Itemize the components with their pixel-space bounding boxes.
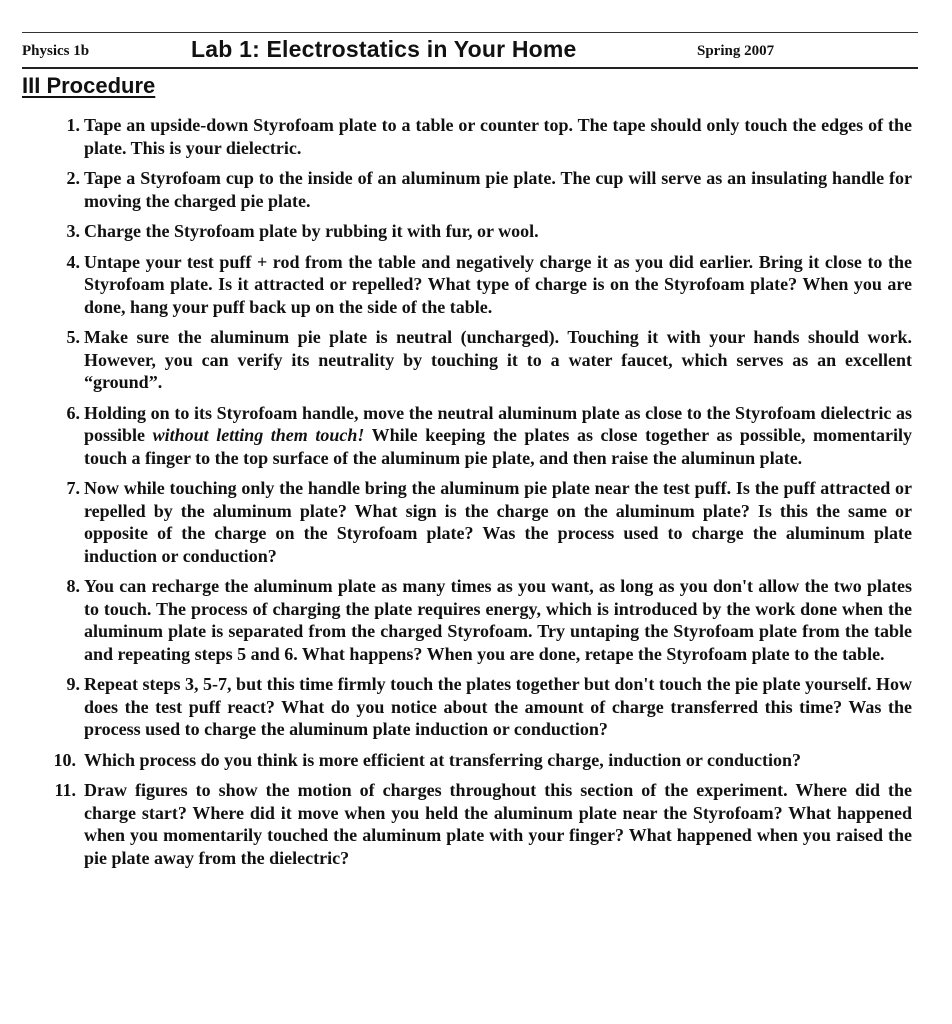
procedure-list: [0, 114, 912, 877]
step-number: 6.: [66, 402, 80, 423]
procedure-step-10: [53, 749, 912, 772]
step-text: Now while touching only the handle bring the aluminum pie plate near the test puff. Is the puff attracted or repelled by the aluminum plate? What sign is the charge on the aluminum plate? Is this the same or opposite of the charge on the Styrofoam plate? Was the process used to charge the aluminum plate induction or conduction?: [84, 478, 912, 566]
step-number: 7.: [66, 478, 80, 498]
procedure-step-7: [66, 477, 912, 567]
term-label: Spring 2007: [697, 43, 775, 59]
procedure-step-9: [66, 673, 912, 741]
page-header: [22, 32, 918, 69]
step-text: Tape a Styrofoam cup to the inside of an aluminum pie plate. The cup will serve as an insulating handle for moving the charged pie plate.: [84, 168, 912, 211]
step-text: Charge the Styrofoam plate by rubbing it with fur, or wool.: [84, 221, 539, 241]
step-number: 1.: [66, 115, 80, 135]
procedure-step-5: [66, 326, 912, 394]
procedure-step-4: [66, 251, 912, 319]
step-text: Make sure the aluminum pie plate is neutral (uncharged). Touching it with your hands should work. However, you can verify its neutrality by touching it to a water faucet, which serves as an excellent “ground”.: [84, 327, 912, 392]
step-number: 2.: [66, 168, 80, 188]
section-heading: III Procedure: [22, 73, 156, 98]
step-text-after: While keeping the plates as close together as possible, momentarily touch a finger to the top surface of the aluminum pie plate, and then raise the aluminun plate.: [84, 425, 912, 468]
step-text: Repeat steps 3, 5-7, but this time firmly touch the plates together but don't touch the pie plate yourself. How does the test puff react? What do you notice about the amount of charge transferred this time? Was the process used to charge the aluminum plate induction or conduction?: [84, 674, 912, 739]
step-text: Tape an upside-down Styrofoam plate to a table or counter top. The tape should only touch the edges of the plate. This is your dielectric.: [84, 115, 912, 158]
step-number: 8.: [66, 576, 80, 596]
procedure-step-1: [66, 114, 912, 159]
step-number: 4.: [66, 251, 80, 272]
step-text: Which process do you think is more efficient at transferring charge, induction or conduction?: [84, 749, 801, 770]
course-name: Physics 1b: [22, 43, 90, 59]
step-text: Untape your test puff + rod from the table and negatively charge it as you did earlier. Bring it close to the Styrofoam plate. Is it attracted or repelled? What type of charge is on the Styrofoam plate? When you are done, hang your puff back up on the side of the table.: [84, 251, 912, 317]
step-number: 10.: [53, 749, 76, 770]
step-text: Draw figures to show the motion of charges throughout this section of the experiment. Where did the charge start? Where did it move when you held the aluminum plate near the Styrofoam? What happened when you momentarily touched the aluminum plate with your finger? What happened when you raised the pie plate away from the dielectric?: [84, 780, 912, 868]
procedure-step-2: [66, 167, 912, 212]
procedure-step-3: [66, 220, 912, 243]
step-number: 3.: [66, 221, 80, 241]
step-number: 11.: [54, 780, 76, 800]
procedure-step-8: [66, 575, 912, 665]
lab-title: Lab 1: Electrostatics in Your Home: [191, 36, 577, 62]
step-text: You can recharge the aluminum plate as many times as you want, as long as you don't allow the two plates to touch. The process of charging the plate requires energy, which is introduced by the work done when the aluminum plate is separated from the charged Styrofoam. Try untaping the Styrofoam plate from the table and repeating steps 5 and 6. What happens? When you are done, retape the Styrofoam plate to the table.: [84, 576, 912, 664]
step-number: 5.: [66, 327, 80, 347]
procedure-step-11: [54, 779, 912, 869]
step-text-emphasis: without letting them touch!: [152, 425, 365, 445]
procedure-step-6: [66, 402, 912, 470]
step-number: 9.: [66, 674, 80, 694]
step-text-before: Holding on to its Styrofoam handle, move the neutral aluminum plate as close to the Styrofoam dielectric as possible: [84, 402, 912, 445]
